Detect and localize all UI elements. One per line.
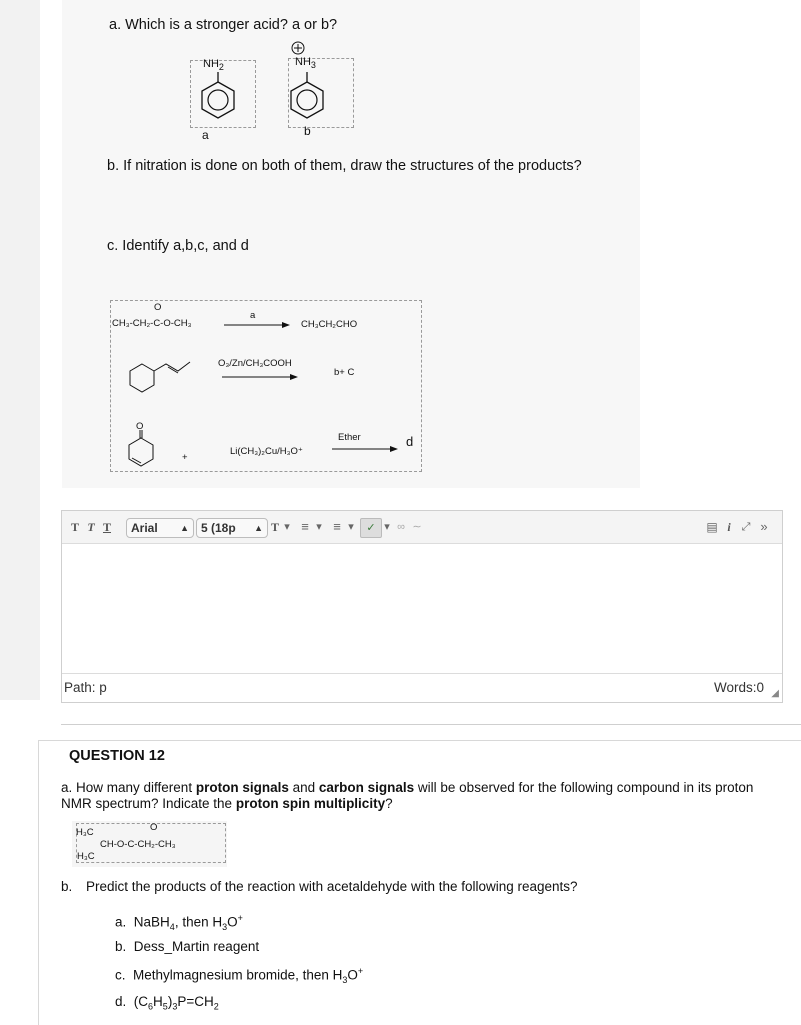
label-a: a bbox=[202, 128, 209, 142]
reagent-a: a bbox=[250, 310, 256, 321]
part-b-question: Predict the products of the reaction with acetaldehyde with the following reagents? bbox=[86, 879, 578, 894]
alkenyl-cyclohexane-structure bbox=[128, 358, 198, 398]
font-family-select[interactable] bbox=[126, 518, 194, 538]
question-image bbox=[62, 0, 640, 488]
preview-icon[interactable]: ▤ bbox=[706, 520, 718, 534]
cyclohexenone-structure bbox=[124, 428, 158, 470]
word-count: Words:0 bbox=[713, 680, 764, 695]
ketone-o: O bbox=[136, 421, 144, 432]
dropdown-arrow-icon[interactable]: ▾ bbox=[316, 521, 322, 533]
italic-button[interactable]: T bbox=[87, 520, 95, 534]
unlink-icon[interactable]: ∼ bbox=[412, 521, 422, 533]
spellcheck-icon[interactable]: ✓ bbox=[360, 518, 382, 538]
reagent-d: d bbox=[406, 434, 414, 449]
align-list-icon[interactable]: ≡ bbox=[301, 519, 309, 534]
plus-sign: + bbox=[182, 452, 188, 463]
arrow-1 bbox=[224, 320, 290, 330]
question-title: QUESTION 12 bbox=[69, 748, 165, 764]
compound-b-nh3: $NH_3$ bbox=[295, 56, 316, 71]
font-size-value: 5 (18p bbox=[201, 521, 236, 535]
text-color-button[interactable]: T bbox=[270, 520, 279, 534]
arrow-3 bbox=[332, 444, 398, 454]
link-icon[interactable]: ∞ bbox=[397, 521, 405, 533]
editor-text-area[interactable] bbox=[62, 544, 782, 672]
compound-a-nh2: $NH_2$ bbox=[203, 58, 224, 73]
element-path: Path: p bbox=[64, 680, 107, 695]
numbered-list-icon[interactable]: ≡ bbox=[333, 519, 341, 534]
cuprate-reagent: Li(CH₃)₂Cu/H₃O⁺ bbox=[230, 446, 303, 457]
option-a: a. NaBH$_4$, then $H_3O^+$ bbox=[115, 913, 243, 933]
editor-toolbar bbox=[62, 511, 782, 544]
font-size-select[interactable] bbox=[196, 518, 268, 538]
dropdown-arrow-icon[interactable]: ▾ bbox=[284, 521, 290, 533]
compound-chain: CH-O-C-CH₂-CH₃ bbox=[100, 839, 176, 850]
left-gutter bbox=[0, 0, 40, 700]
editor-status-bar bbox=[62, 673, 782, 702]
part-b-label: b. bbox=[61, 879, 73, 894]
ester-carbonyl-o: O bbox=[154, 302, 162, 313]
h3c-bottom: H₃C bbox=[77, 851, 95, 862]
underline-button[interactable]: T bbox=[102, 520, 111, 534]
option-c: c. Methylmagnesium bromide, then $H_3O^+$ bbox=[115, 966, 364, 986]
benzene-ring-a bbox=[190, 68, 250, 128]
collapse-toolbar-icon[interactable]: » bbox=[760, 519, 768, 534]
ozonolysis-reagent: O₃/Zn/CH₃COOH bbox=[218, 358, 292, 369]
label-b: b bbox=[304, 124, 311, 138]
bold-button[interactable]: T bbox=[70, 520, 79, 534]
h3c-top: H₃C bbox=[76, 827, 94, 838]
ester-formula: CH₃-CH₂-C-O-CH₃ bbox=[112, 318, 192, 329]
products-b-c: b+ C bbox=[334, 367, 355, 378]
product-propanal: CH₃CH₂CHO bbox=[301, 319, 358, 330]
part-c-text: c. Identify a,b,c, and d bbox=[107, 238, 249, 254]
part-b-text: b. If nitration is done on both of them, draw the structures of the products? bbox=[107, 158, 582, 174]
select-arrow-icon: ▲︎ bbox=[180, 523, 189, 533]
part-a-question: a. How many different proton signals and carbon signals will be observed for the following compound in its proton NMR spectrum? Indicate the proton spin multiplicity? bbox=[61, 780, 754, 811]
option-b: b. Dess_Martin reagent bbox=[115, 939, 260, 954]
part-a-text: a. Which is a stronger acid? a or b? bbox=[109, 17, 338, 33]
question-12 bbox=[38, 740, 801, 1025]
resize-grip-icon[interactable]: ◢ bbox=[771, 688, 779, 699]
ether-solvent: Ether bbox=[338, 432, 361, 443]
dropdown-arrow-icon[interactable]: ▾ bbox=[348, 521, 354, 533]
info-icon[interactable]: i bbox=[727, 520, 731, 534]
select-arrow-icon: ▲︎ bbox=[254, 523, 263, 533]
arrow-2 bbox=[222, 372, 298, 382]
font-family-value: Arial bbox=[131, 521, 158, 535]
dropdown-arrow-icon[interactable]: ▾ bbox=[384, 521, 390, 533]
fullscreen-icon[interactable]: ⤢ bbox=[741, 521, 751, 533]
benzene-ring-b bbox=[283, 68, 343, 128]
carbonyl-o: O bbox=[150, 822, 158, 833]
nmr-compound-image bbox=[72, 821, 227, 867]
option-d: d. $(C_6H_5)_3P=CH_2$ bbox=[115, 994, 219, 1012]
answer-editor[interactable] bbox=[61, 510, 783, 703]
question-divider bbox=[61, 724, 801, 725]
